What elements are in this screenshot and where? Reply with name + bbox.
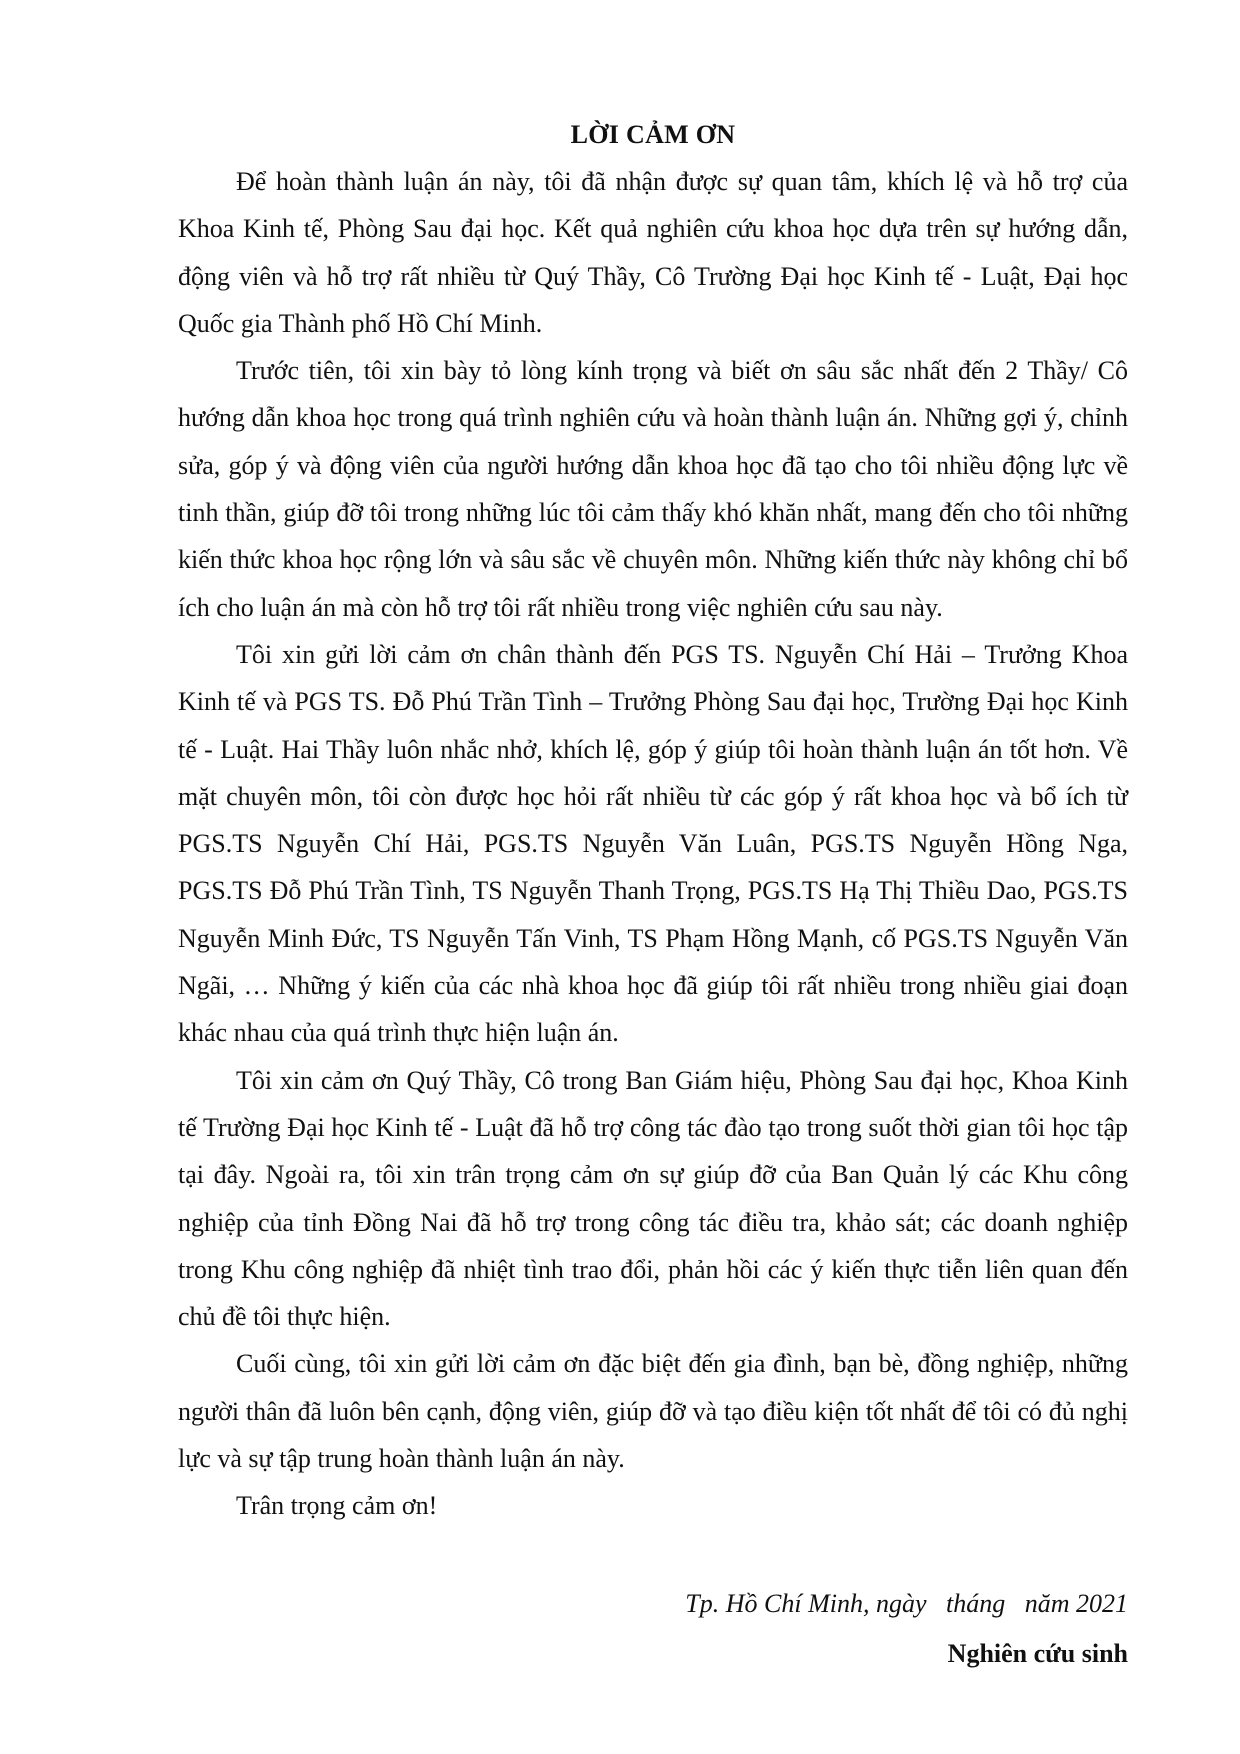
paragraph-2: Trước tiên, tôi xin bày tỏ lòng kính trọng và biết ơn sâu sắc nhất đến 2 Thầy/ Cô hướng dẫn khoa học trong quá trình nghiên cứu và hoàn thành luận án. Những gợi ý, chỉnh sửa, góp ý và động viên của người hướng dẫn khoa học đã tạo cho tôi nhiều động lực về tinh thần, giúp đỡ tôi trong những lúc tôi cảm thấy khó khăn nhất, mang đến cho tôi những kiến thức khoa học rộng lớn và sâu sắc về chuyên môn. Những kiến thức này không chỉ bổ ích cho luận án mà còn hỗ trợ tôi rất nhiều trong việc nghiên cứu sau này. (178, 356, 1128, 622)
document-body (178, 112, 1128, 1530)
paragraph-3: Tôi xin gửi lời cảm ơn chân thành đến PGS TS. Nguyễn Chí Hải – Trưởng Khoa Kinh tế và PGS TS. Đỗ Phú Trần Tình – Trưởng Phòng Sau đại học, Trường Đại học Kinh tế - Luật. Hai Thầy luôn nhắc nhở, khích lệ, góp ý giúp tôi hoàn thành luận án tốt hơn. Về mặt chuyên môn, tôi còn được học hỏi rất nhiều từ các góp ý rất khoa học và bổ ích từ PGS.TS Nguyễn Chí Hải, PGS.TS Nguyễn Văn Luân, PGS.TS Nguyễn Hồng Nga, PGS.TS Đỗ Phú Trần Tình, TS Nguyễn Thanh Trọng, PGS.TS Hạ Thị Thiều Dao, PGS.TS Nguyễn Minh Đức, TS Nguyễn Tấn Vinh, TS Phạm Hồng Mạnh, cố PGS.TS Nguyễn Văn Ngãi, … Những ý kiến của các nhà khoa học đã giúp tôi rất nhiều trong nhiều giai đoạn khác nhau của quá trình thực hiện luận án. (178, 639, 1128, 1048)
signature-role: Nghiên cứu sinh (947, 1639, 1128, 1668)
paragraph-1: Để hoàn thành luận án này, tôi đã nhận được sự quan tâm, khích lệ và hỗ trợ của Khoa Kinh tế, Phòng Sau đại học. Kết quả nghiên cứu khoa học dựa trên sự hướng dẫn, động viên và hỗ trợ rất nhiều từ Quý Thầy, Cô Trường Đại học Kinh tế - Luật, Đại học Quốc gia Thành phố Hồ Chí Minh. (178, 167, 1128, 338)
paragraph-4: Tôi xin cảm ơn Quý Thầy, Cô trong Ban Giám hiệu, Phòng Sau đại học, Khoa Kinh tế Trường Đại học Kinh tế - Luật đã hỗ trợ công tác đào tạo trong suốt thời gian tôi học tập tại đây. Ngoài ra, tôi xin trân trọng cảm ơn sự giúp đỡ của Ban Quản lý các Khu công nghiệp của tỉnh Đồng Nai đã hỗ trợ trong công tác điều tra, khảo sát; các doanh nghiệp trong Khu công nghiệp đã nhiệt tình trao đổi, phản hồi các ý kiến thực tiễn liên quan đến chủ đề tôi thực hiện. (178, 1065, 1128, 1332)
date-line: Tp. Hồ Chí Minh, ngày tháng năm 2021 (685, 1589, 1128, 1618)
document-title: LỜI CẢM ƠN (570, 120, 736, 149)
paragraph-5: Cuối cùng, tôi xin gửi lời cảm ơn đặc biệt đến gia đình, bạn bè, đồng nghiệp, những người thân đã luôn bên cạnh, động viên, giúp đỡ và tạo điều kiện tốt nhất để tôi có đủ nghị lực và sự tập trung hoàn thành luận án này. (178, 1349, 1128, 1474)
closing-line: Trân trọng cảm ơn! (236, 1491, 438, 1521)
